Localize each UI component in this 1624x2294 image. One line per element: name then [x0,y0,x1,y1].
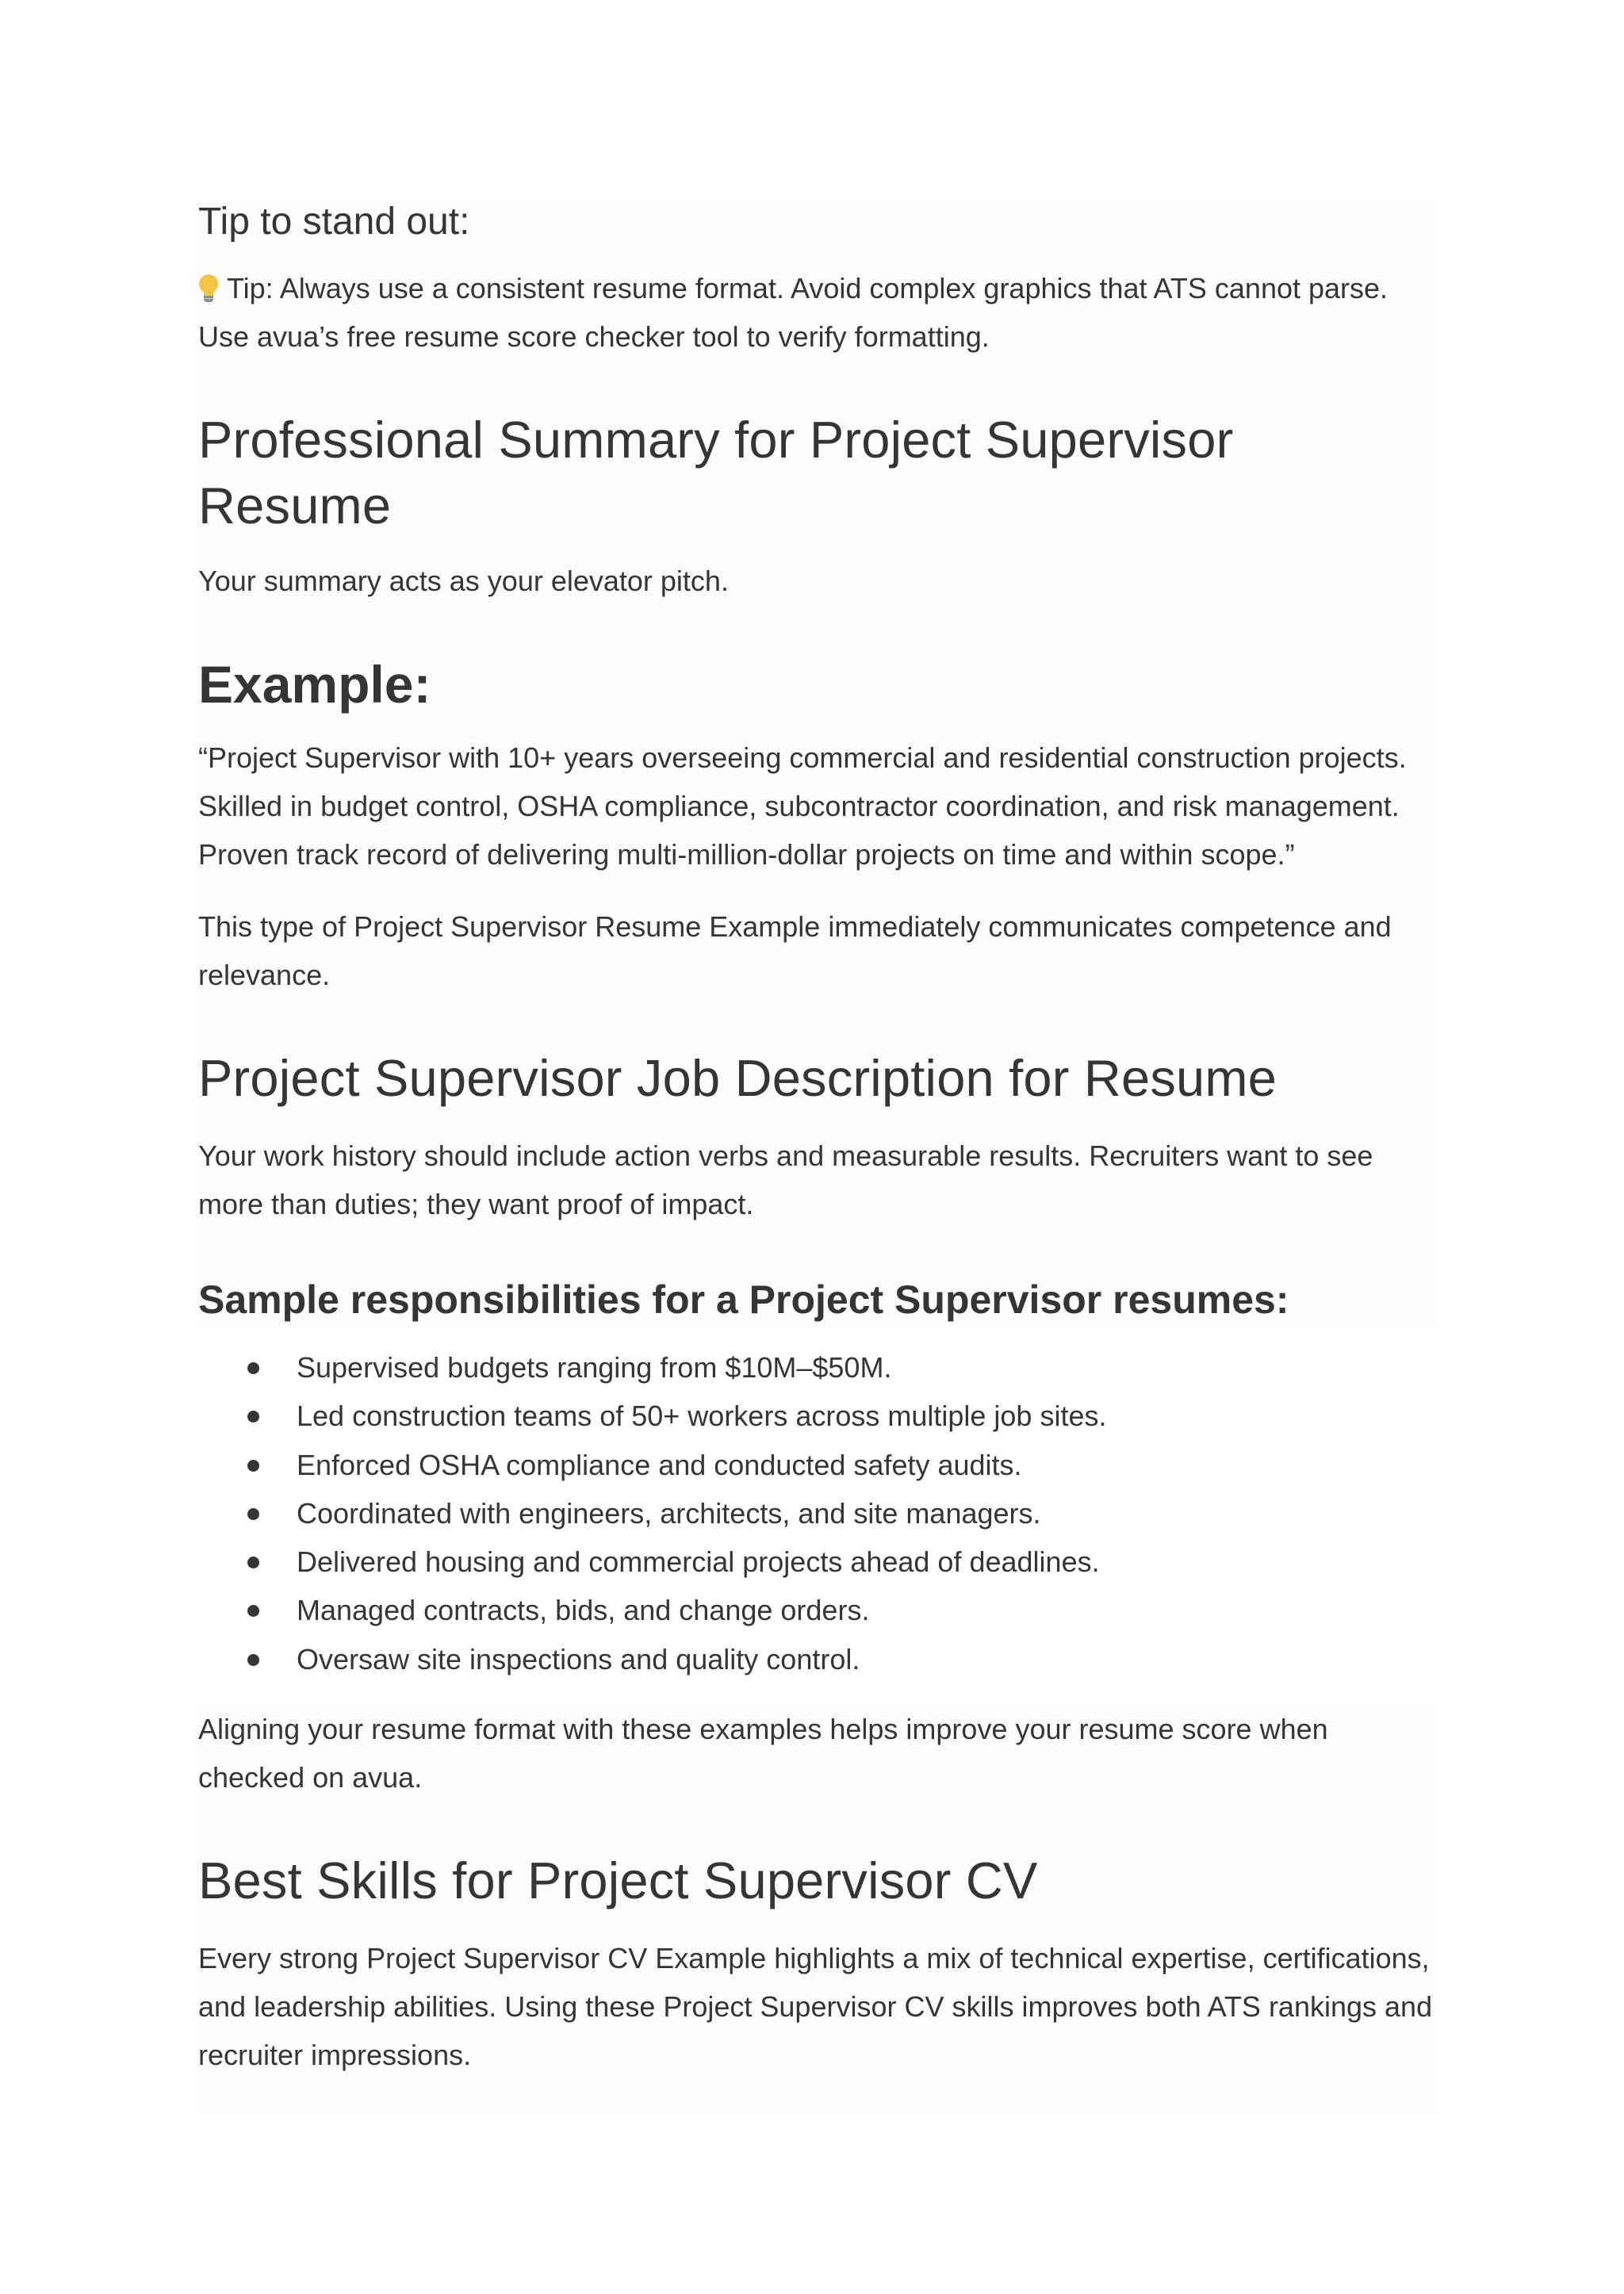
example-heading: Example: [198,655,431,714]
summary-heading: Professional Summary for Project Supervisor Resume [198,411,1234,534]
bullet-icon [247,1605,259,1617]
summary-intro: Your summary acts as your elevator pitch. [198,565,729,597]
bullet-icon [247,1557,259,1568]
job-description-heading: Project Supervisor Job Description for Resume [198,1049,1277,1107]
tip-text: Tip: Always use a consistent resume format. Avoid complex graphics that ATS cannot parse. Use avua’s free resume score checker tool to verify formatting. [198,272,1388,353]
light-bulb-icon [198,274,219,303]
bullet-icon [247,1362,259,1374]
bullet-icon [247,1411,259,1423]
responsibilities-list [198,1343,1435,1683]
list-item: Oversaw site inspections and quality control. [198,1635,1435,1683]
list-item: Supervised budgets ranging from $10M–$50M. [198,1343,1435,1392]
skills-heading: Best Skills for Project Supervisor CV [198,1852,1038,1909]
list-item: Delivered housing and commercial projects ahead of deadlines. [198,1538,1435,1586]
list-item: Led construction teams of 50+ workers across multiple job sites. [198,1392,1435,1440]
example-quote: “Project Supervisor with 10+ years overseeing commercial and residential construction projects. Skilled in budget control, OSHA compliance, subcontractor coordination, and risk management. Proven track record of delivering multi-million-dollar projects on time and within scope.” [198,741,1407,871]
example-note: This type of Project Supervisor Resume Example immediately communicates competence and relevance. [198,910,1392,991]
responsibilities-heading: Sample responsibilities for a Project Supervisor resumes: [198,1277,1289,1322]
skills-intro: Every strong Project Supervisor CV Example highlights a mix of technical expertise, certifications, and leadership abilities. Using these Project Supervisor CV skills improves both ATS rankings and recruiter impressions. [198,1942,1433,2071]
tip-paragraph [198,264,1435,361]
job-description-intro: Your work history should include action verbs and measurable results. Recruiters want to see more than duties; they want proof of impact. [198,1139,1373,1220]
bullet-icon [247,1508,259,1520]
list-item: Enforced OSHA compliance and conducted safety audits. [198,1441,1435,1489]
bullet-icon [247,1460,259,1472]
list-item: Coordinated with engineers, architects, and site managers. [198,1489,1435,1538]
tip-heading: Tip to stand out: [198,201,470,243]
list-item: Managed contracts, bids, and change orders. [198,1586,1435,1634]
bullet-icon [247,1654,259,1666]
responsibilities-closing: Aligning your resume format with these examples helps improve your resume score when checked on avua. [198,1713,1328,1794]
